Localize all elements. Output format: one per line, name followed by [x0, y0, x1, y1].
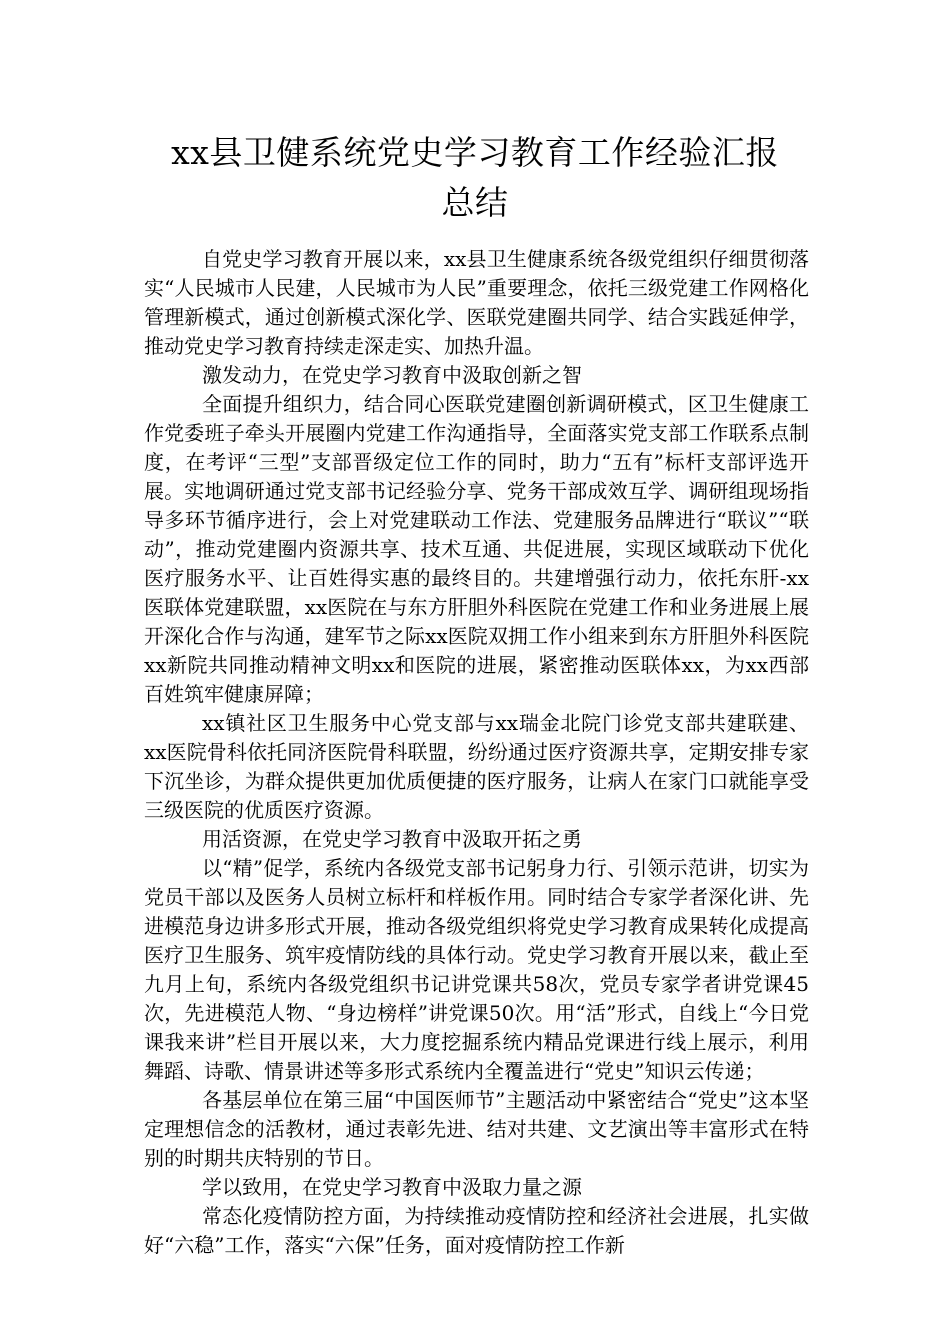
title-line-2: 总结 — [441, 183, 509, 222]
document-body — [144, 245, 809, 1260]
section-heading-3: 学以致用，在党史学习教育中汲取力量之源 — [202, 1175, 582, 1199]
paragraph: 以“精”促学，系统内各级党支部书记躬身力行、引领示范讲，切实为党员干部以及医务人员树立标杆和样板作用。同时结合专家学者深化讲、先进模范身边讲多形式开展，推动各级党组织将党史学习教育成果转化成提高医疗卫生服务、筑牢疫情防线的具体行动。党史学习教育开展以来，截止至九月上旬，系统内各级党组织书记讲党课共58次，党员专家学者讲党课45次，先进模范人物、“身边榜样”讲党课50次。用“活”形式，自线上“今日党课我来讲”栏目开展以来，大力度挖掘系统内精品党课进行线上展示，利用舞蹈、诗歌、情景讲述等多形式系统内全覆盖进行“党史”知识云传递； — [144, 856, 809, 1083]
paragraph: xx镇社区卫生服务中心党支部与xx瑞金北院门诊党支部共建联建、xx医院骨科依托同济医院骨科联盟，纷纷通过医疗资源共享，定期安排专家下沉坐诊，为群众提供更加优质便捷的医疗服务，让病人在家门口就能享受三级医院的优质医疗资源。 — [144, 711, 809, 822]
paragraph: 全面提升组织力，结合同心医联党建圈创新调研模式，区卫生健康工作党委班子牵头开展圈内党建工作沟通指导，全面落实党支部工作联系点制度，在考评“三型”支部晋级定位工作的同时，助力“五有”标杆支部评选开展。实地调研通过党支部书记经验分享、党务干部成效互学、调研组现场指导多环节循序进行，会上对党建联动工作法、党建服务品牌进行“联议”“联动”，推动党建圈内资源共享、技术互通、共促进展，实现区域联动下优化医疗服务水平、让百姓得实惠的最终目的。共建增强行动力，依托东肝-xx医联体党建联盟，xx医院在与东方肝胆外科医院在党建工作和业务进展上展开深化合作与沟通，建军节之际xx医院双拥工作小组来到东方肝胆外科医院xx新院共同推动精神文明xx和医院的进展，紧密推动医联体xx，为xx西部百姓筑牢健康屏障； — [144, 392, 809, 706]
paragraph-intro: 自党史学习教育开展以来，xx县卫生健康系统各级党组织仔细贯彻落实“人民城市人民建，人民城市为人民”重要理念，依托三级党建工作网格化管理新模式，通过创新模式深化学、医联党建圈共同学、结合实践延伸学，推动党史学习教育持续走深走实、加热升温。 — [144, 247, 809, 358]
section-heading-2: 用活资源，在党史学习教育中汲取开拓之勇 — [202, 827, 582, 851]
section-heading-1: 激发动力，在党史学习教育中汲取创新之智 — [202, 363, 582, 387]
paragraph: 常态化疫情防控方面，为持续推动疫情防控和经济社会进展，扎实做好“六稳”工作，落实“六保”任务，面对疫情防控工作新 — [144, 1204, 809, 1257]
title-line-1: xx县卫健系统党史学习教育工作经验汇报 — [171, 133, 779, 172]
paragraph: 各基层单位在第三届“中国医师节”主题活动中紧密结合“党史”这本坚定理想信念的活教材，通过表彰先进、结对共建、文艺演出等丰富形式在特别的时期共庆特别的节日。 — [144, 1088, 809, 1170]
document-title — [130, 128, 820, 228]
